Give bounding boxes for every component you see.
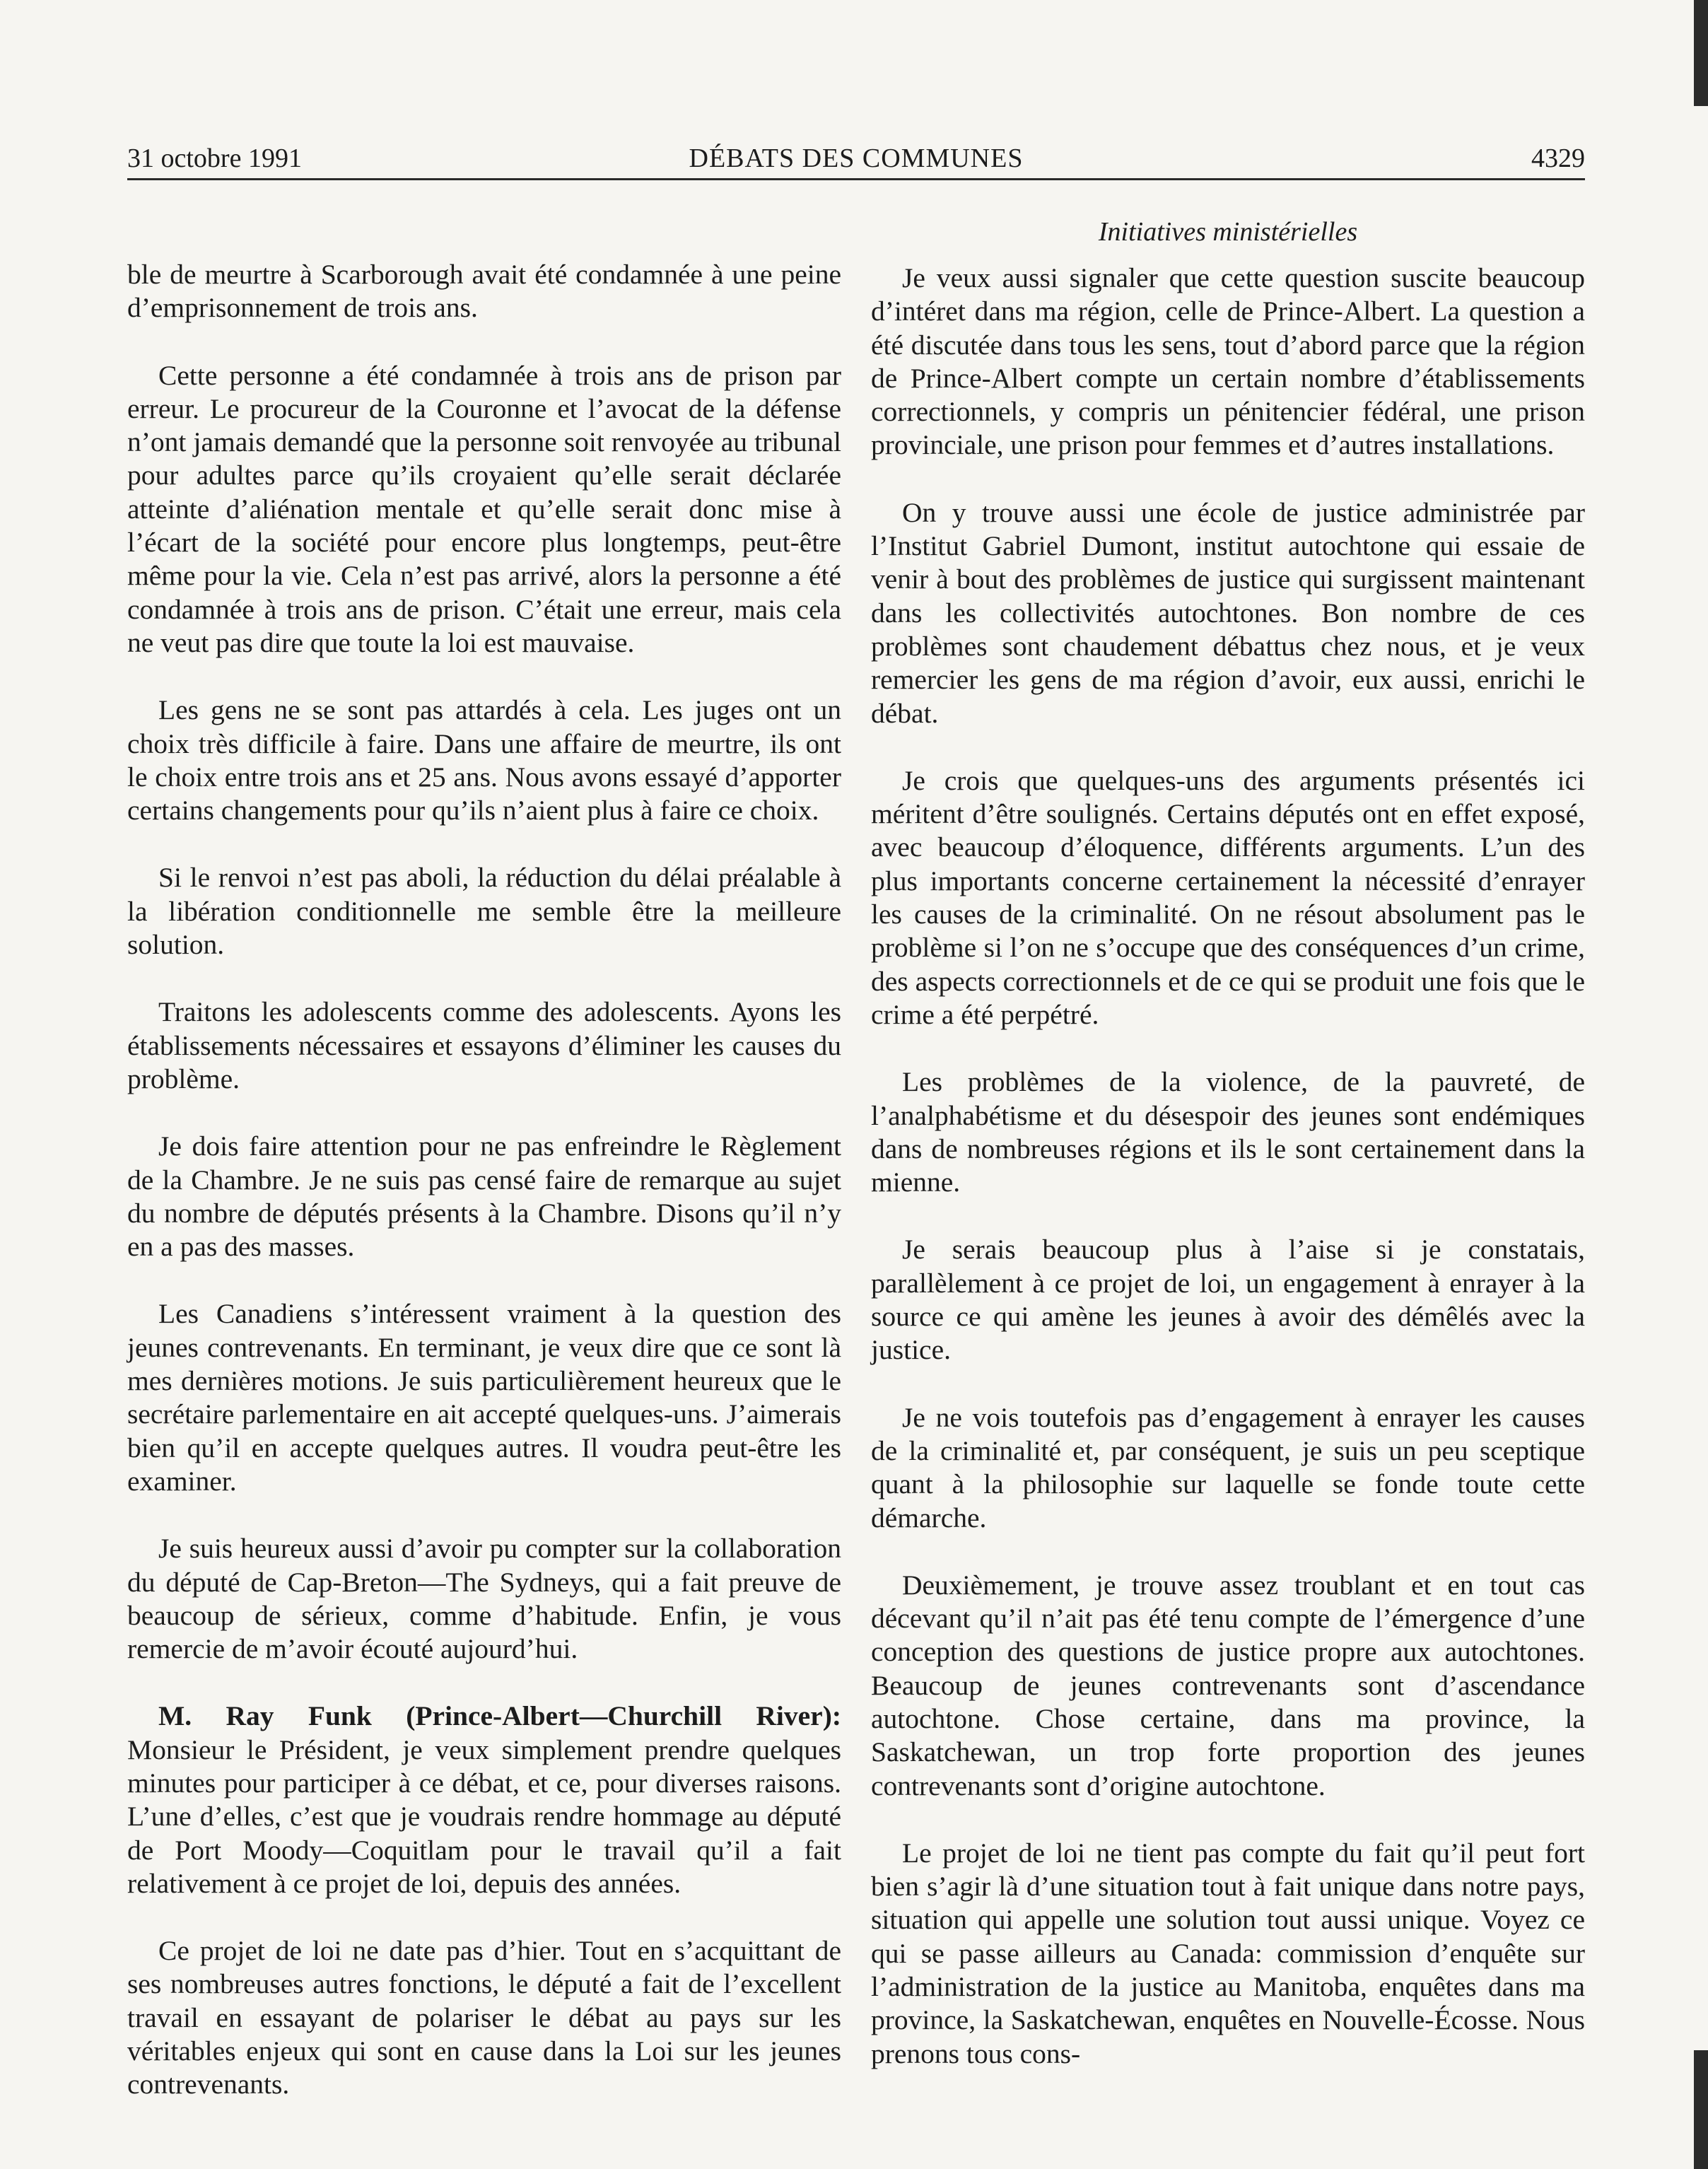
header-rule — [127, 178, 1585, 180]
paragraph: Traitons les adolescents comme des adolescents. Ayons les établissements nécessaires et essayons d’éliminer les causes du problème. — [127, 996, 841, 1094]
paragraph: On y trouve aussi une école de justice administrée par l’Institut Gabriel Dumont, institut autochtone qui essaie de venir à bout des problèmes de justice qui surgissent maintenant dans les collectivités autochtones. Bon nombre de ces problèmes sont chaudement débattus chez nous, et je veux remercier les gens de ma région d’avoir, eux aussi, enrichi le débat. — [871, 496, 1585, 729]
scan-edge-mark — [1694, 2050, 1708, 2169]
section-label: Initiatives ministérielles — [1098, 217, 1358, 247]
header-page-number: 4329 — [1531, 144, 1585, 173]
paragraph: Les problèmes de la violence, de la pauvreté, de l’analphabétisme et du désespoir des jeunes sont endémiques dans de nombreuses régions et ils le sont certainement dans la mienne. — [871, 1066, 1585, 1198]
paragraph: Ce projet de loi ne date pas d’hier. Tout en s’acquittant de ses nombreuses autres fonctions, le député a fait de l’excellent travail en essayant de polariser le débat au pays sur les véritables enjeux qui sont en cause dans la Loi sur les jeunes contrevenants. — [127, 1935, 841, 2100]
paragraph: Je dois faire attention pour ne pas enfreindre le Règlement de la Chambre. Je ne suis pas censé faire de remarque au sujet du nombre de députés présents à la Chambre. Disons qu’il n’y en a pas des masses. — [127, 1130, 841, 1263]
paragraph: Les Canadiens s’intéressent vraiment à la question des jeunes contrevenants. En terminant, je veux dire que ce sont là mes dernières motions. Je suis particulièrement heureux que le secrétaire parlementaire en ait accepté quelques-uns. J’aimerais bien qu’il en accepte quelques autres. Il voudra peut-être les examiner. — [127, 1298, 841, 1497]
speech-text: Monsieur le Président, je veux simplement prendre quelques minutes pour participer à ce débat, et ce, pour diverses raisons. L’une d’elles, c’est que je voudrais rendre hommage au député de Port Moody—Coquitlam pour le travail qu’il a fait relativement à ce projet de loi, depuis des années. — [127, 1734, 841, 1899]
paragraph: Je ne vois toutefois pas d’engagement à enrayer les causes de la criminalité et, par conséquent, je suis un peu sceptique quant à la philosophie sur laquelle se fonde toute cette démarche. — [871, 1401, 1585, 1533]
right-column — [871, 262, 1585, 2105]
paragraph: Cette personne a été condamnée à trois ans de prison par erreur. Le procureur de la Couronne et l’avocat de la défense n’ont jamais demandé que la personne soit renvoyée au tribunal pour adultes parce qu’ils croyaient qu’elle serait déclarée atteinte d’aliénation mentale et qu’elle serait donc mise à l’écart de la société pour encore plus longtemps, peut-être même pour la vie. Cela n’est pas arrivé, alors la personne a été condamnée à trois ans de prison. C’était une erreur, mais cela ne veut pas dire que toute la loi est mauvaise. — [127, 359, 841, 658]
paragraph: Je veux aussi signaler que cette question suscite beaucoup d’intéret dans ma région, celle de Prince-Albert. La question a été discutée dans tous les sens, tout d’abord parce que la région de Prince-Albert compte un certain nombre d’établissements correctionnels, y compris un pénitencier fédéral, une prison provinciale, une prison pour femmes et d’autres installations. — [871, 262, 1585, 461]
paragraph: Si le renvoi n’est pas aboli, la réduction du délai préalable à la libération conditionnelle me semble être la meilleure solution. — [127, 862, 841, 961]
paragraph: Je serais beaucoup plus à l’aise si je constatais, parallèlement à ce projet de loi, un engagement à enrayer à la source ce qui amène les jeunes à avoir des démêlés avec la justice. — [871, 1234, 1585, 1366]
speaker-name: M. Ray Funk (Prince-Albert—Churchill River): — [158, 1700, 841, 1732]
paragraph: ble de meurtre à Scarborough avait été condamnée à une peine d’emprisonnement de trois ans. — [127, 259, 841, 324]
paragraph: Je crois que quelques-uns des arguments présentés ici méritent d’être soulignés. Certains députés ont en effet exposé, avec beaucoup d’éloquence, différents arguments. L’un des plus importants concerne certainement la nécessité d’enrayer les causes de la criminalité. On ne résout absolument pas le problème si l’on ne s’occupe que des conséquences d’un crime, des aspects correctionnels et de ce qui se produit une fois que le crime a été perpétré. — [871, 764, 1585, 1030]
paragraph: Le projet de loi ne tient pas compte du fait qu’il peut fort bien s’agir là d’une situation tout à fait unique dans notre pays, situation qui appelle une solution tout aussi unique. Voyez ce qui se passe ailleurs au Canada: commission d’enquête sur l’administration de la justice au Manitoba, enquêtes dans ma province, la Saskatchewan, enquêtes en Nouvelle-Écosse. Nous prenons tous cons- — [871, 1837, 1585, 2069]
page-header — [127, 139, 1585, 178]
header-journal-title: DÉBATS DES COMMUNES — [689, 144, 1024, 173]
paragraph: Deuxièmement, je trouve assez troublant et en tout cas décevant qu’il n’ait pas été tenu compte de l’émergence d’une conception des questions de justice propre aux autochtones. Beaucoup de jeunes contrevenants sont d’ascendance autochtone. Chose certaine, dans ma province, la Saskatchewan, un trop forte proportion des jeunes contrevenants sont d’origine autochtone. — [871, 1569, 1585, 1801]
left-column — [127, 258, 841, 2136]
paragraph: Je suis heureux aussi d’avoir pu compter sur la collaboration du député de Cap-Breton—The Sydneys, qui a fait preuve de beaucoup de sérieux, comme d’habitude. Enfin, je vous remercie de m’avoir écouté aujourd’hui. — [127, 1533, 841, 1665]
scan-edge-mark — [1694, 0, 1708, 106]
header-date: 31 octobre 1991 — [127, 144, 302, 173]
speaker-paragraph — [127, 1700, 841, 1900]
paragraph: Les gens ne se sont pas attardés à cela. Les juges ont un choix très difficile à faire. Dans une affaire de meurtre, ils ont le choix entre trois ans et 25 ans. Nous avons essayé d’apporter certains changements pour qu’ils n’aient plus à faire ce choix. — [127, 694, 841, 826]
